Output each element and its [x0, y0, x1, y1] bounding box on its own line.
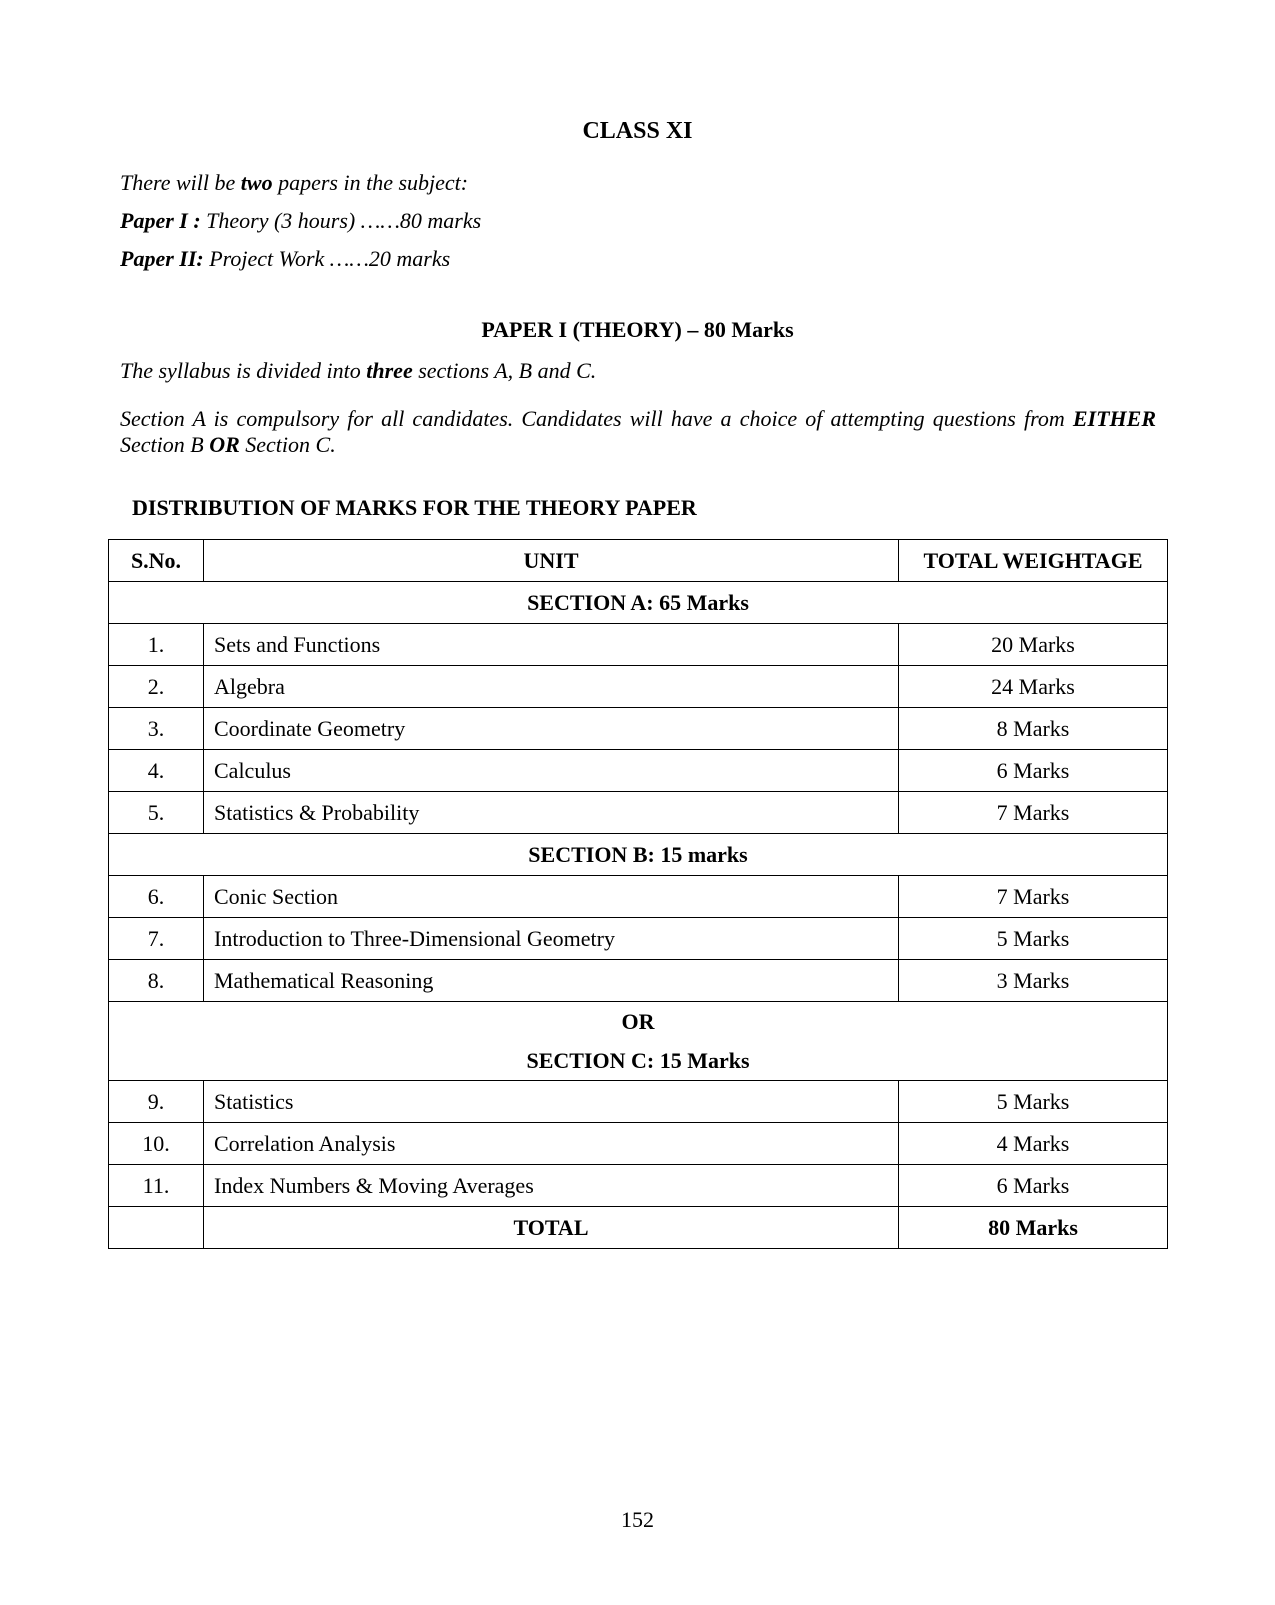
row-unit: Statistics & Probability [204, 792, 899, 834]
row-marks: 20 Marks [899, 624, 1168, 666]
row-sno: 9. [109, 1081, 204, 1123]
row-sno: 3. [109, 708, 204, 750]
syllabus-suffix: sections A, B and C. [412, 358, 597, 383]
table-row [109, 918, 1168, 960]
row-marks: 7 Marks [899, 876, 1168, 918]
table-row [109, 876, 1168, 918]
total-row [109, 1207, 1168, 1249]
table-row [109, 792, 1168, 834]
row-marks: 7 Marks [899, 792, 1168, 834]
row-sno: 4. [109, 750, 204, 792]
table-row [109, 750, 1168, 792]
header-weightage: TOTAL WEIGHTAGE [899, 540, 1168, 582]
total-label: TOTAL [204, 1207, 899, 1249]
section-note-either: EITHER [1072, 406, 1156, 431]
marks-table [108, 539, 1168, 1249]
table-row [109, 1165, 1168, 1207]
section-note-part1: Section A is compulsory for all candidates. Candidates will have a choice of attempting questions from [120, 406, 1073, 431]
section-c-heading: SECTION C: 15 Marks [526, 1048, 750, 1073]
paper-2-label: Paper II: [120, 246, 204, 271]
papers-intro [120, 170, 468, 196]
header-sno: S.No. [109, 540, 204, 582]
row-unit: Conic Section [204, 876, 899, 918]
row-unit: Calculus [204, 750, 899, 792]
header-unit: UNIT [204, 540, 899, 582]
row-unit: Coordinate Geometry [204, 708, 899, 750]
section-note-or: OR [209, 432, 240, 457]
row-unit: Correlation Analysis [204, 1123, 899, 1165]
row-sno: 8. [109, 960, 204, 1002]
section-note-part2: Section B [120, 432, 210, 457]
section-b-row [109, 834, 1168, 876]
row-sno: 1. [109, 624, 204, 666]
row-sno: 11. [109, 1165, 204, 1207]
paper-2-line [120, 246, 450, 272]
row-marks: 3 Marks [899, 960, 1168, 1002]
row-unit: Introduction to Three-Dimensional Geometry [204, 918, 899, 960]
row-marks: 4 Marks [899, 1123, 1168, 1165]
table-row [109, 624, 1168, 666]
total-sno-empty [109, 1207, 204, 1249]
row-marks: 5 Marks [899, 1081, 1168, 1123]
paper-1-line [120, 208, 481, 234]
paper-2-text: Project Work ……20 marks [203, 246, 451, 271]
page-title: CLASS XI [582, 118, 693, 144]
row-unit: Statistics [204, 1081, 899, 1123]
row-marks: 6 Marks [899, 1165, 1168, 1207]
or-section-c-cell [109, 1002, 1168, 1081]
row-marks: 5 Marks [899, 918, 1168, 960]
row-unit: Index Numbers & Moving Averages [204, 1165, 899, 1207]
row-marks: 24 Marks [899, 666, 1168, 708]
syllabus-prefix: The syllabus is divided into [120, 358, 367, 383]
row-sno: 5. [109, 792, 204, 834]
row-unit: Algebra [204, 666, 899, 708]
section-a-row [109, 582, 1168, 624]
section-b-heading: SECTION B: 15 marks [109, 834, 1168, 876]
row-sno: 2. [109, 666, 204, 708]
page-number: 152 [621, 1507, 654, 1532]
section-a-heading: SECTION A: 65 Marks [109, 582, 1168, 624]
table-row [109, 960, 1168, 1002]
row-marks: 8 Marks [899, 708, 1168, 750]
papers-intro-suffix: papers in the subject: [272, 170, 469, 195]
or-section-c-row [109, 1002, 1168, 1081]
section-note [120, 406, 1156, 458]
row-sno: 7. [109, 918, 204, 960]
papers-intro-prefix: There will be [120, 170, 241, 195]
table-row [109, 1081, 1168, 1123]
row-unit: Sets and Functions [204, 624, 899, 666]
table-header-row [109, 540, 1168, 582]
paper-1-text: Theory (3 hours) ……80 marks [200, 208, 482, 233]
row-marks: 6 Marks [899, 750, 1168, 792]
table-row [109, 708, 1168, 750]
paper-1-label: Paper I : [120, 208, 201, 233]
row-sno: 6. [109, 876, 204, 918]
row-unit: Mathematical Reasoning [204, 960, 899, 1002]
distribution-heading: DISTRIBUTION OF MARKS FOR THE THEORY PAPER [132, 495, 697, 520]
syllabus-line [120, 358, 596, 384]
section-note-part3: Section C. [239, 432, 336, 457]
papers-count: two [240, 170, 273, 195]
total-value: 80 Marks [899, 1207, 1168, 1249]
paper-heading: PAPER I (THEORY) – 80 Marks [481, 317, 794, 342]
table-row [109, 666, 1168, 708]
or-label: OR [621, 1009, 655, 1034]
syllabus-count: three [366, 358, 413, 383]
row-sno: 10. [109, 1123, 204, 1165]
table-row [109, 1123, 1168, 1165]
